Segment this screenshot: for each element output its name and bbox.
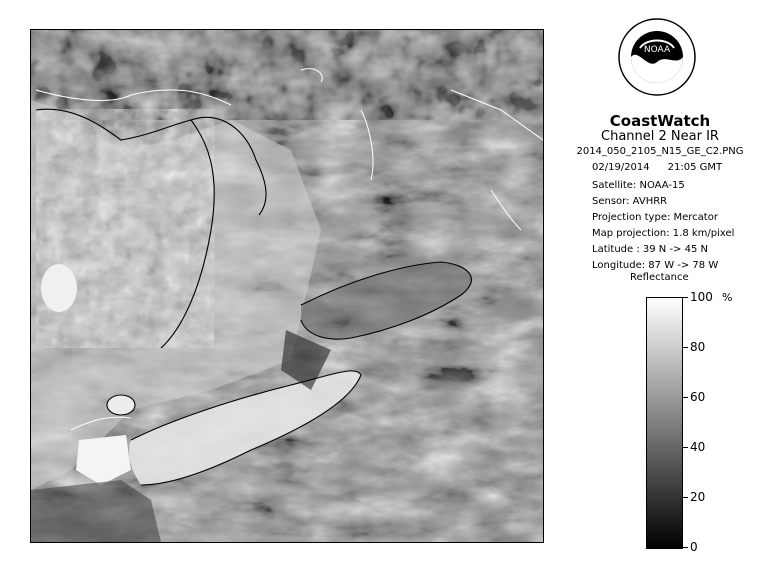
latitude-label: Latitude : 39 N -> 45 N	[592, 244, 708, 255]
time: 21:05 GMT	[667, 162, 723, 173]
map-projection-label: Map projection: 1.8 km/pixel	[592, 228, 735, 239]
projection-type-label: Projection type: Mercator	[592, 212, 718, 223]
tick-mark	[682, 297, 688, 298]
satellite-label: Satellite: NOAA-15	[592, 180, 685, 191]
tick-mark	[682, 347, 688, 348]
satellite-image	[30, 29, 544, 543]
tick-label-60: 60	[690, 390, 706, 404]
tick-mark	[682, 497, 688, 498]
legend-unit: %	[722, 291, 733, 304]
channel-title: Channel 2 Near IR	[601, 129, 719, 144]
tick-label-40: 40	[690, 440, 706, 454]
tick-mark	[682, 447, 688, 448]
brand-title: CoastWatch	[609, 112, 711, 130]
longitude-label: Longitude: 87 W -> 78 W	[592, 260, 719, 271]
tick-label-0: 0	[690, 540, 698, 554]
logo-center-text: NOAA	[643, 45, 671, 55]
legend-title: Reflectance	[630, 272, 689, 283]
date-time-row	[592, 162, 722, 173]
noaa-logo	[618, 18, 696, 96]
sensor-label: Sensor: AVHRR	[592, 196, 668, 207]
tick-mark	[682, 547, 688, 548]
date: 02/19/2014	[592, 162, 650, 173]
tick-label-20: 20	[690, 490, 706, 504]
filename: 2014_050_2105_N15_GE_C2.PNG	[576, 146, 744, 157]
tick-label-100: 100	[690, 290, 713, 304]
reflectance-colorbar	[646, 297, 683, 549]
tick-mark	[682, 397, 688, 398]
tick-label-80: 80	[690, 340, 706, 354]
